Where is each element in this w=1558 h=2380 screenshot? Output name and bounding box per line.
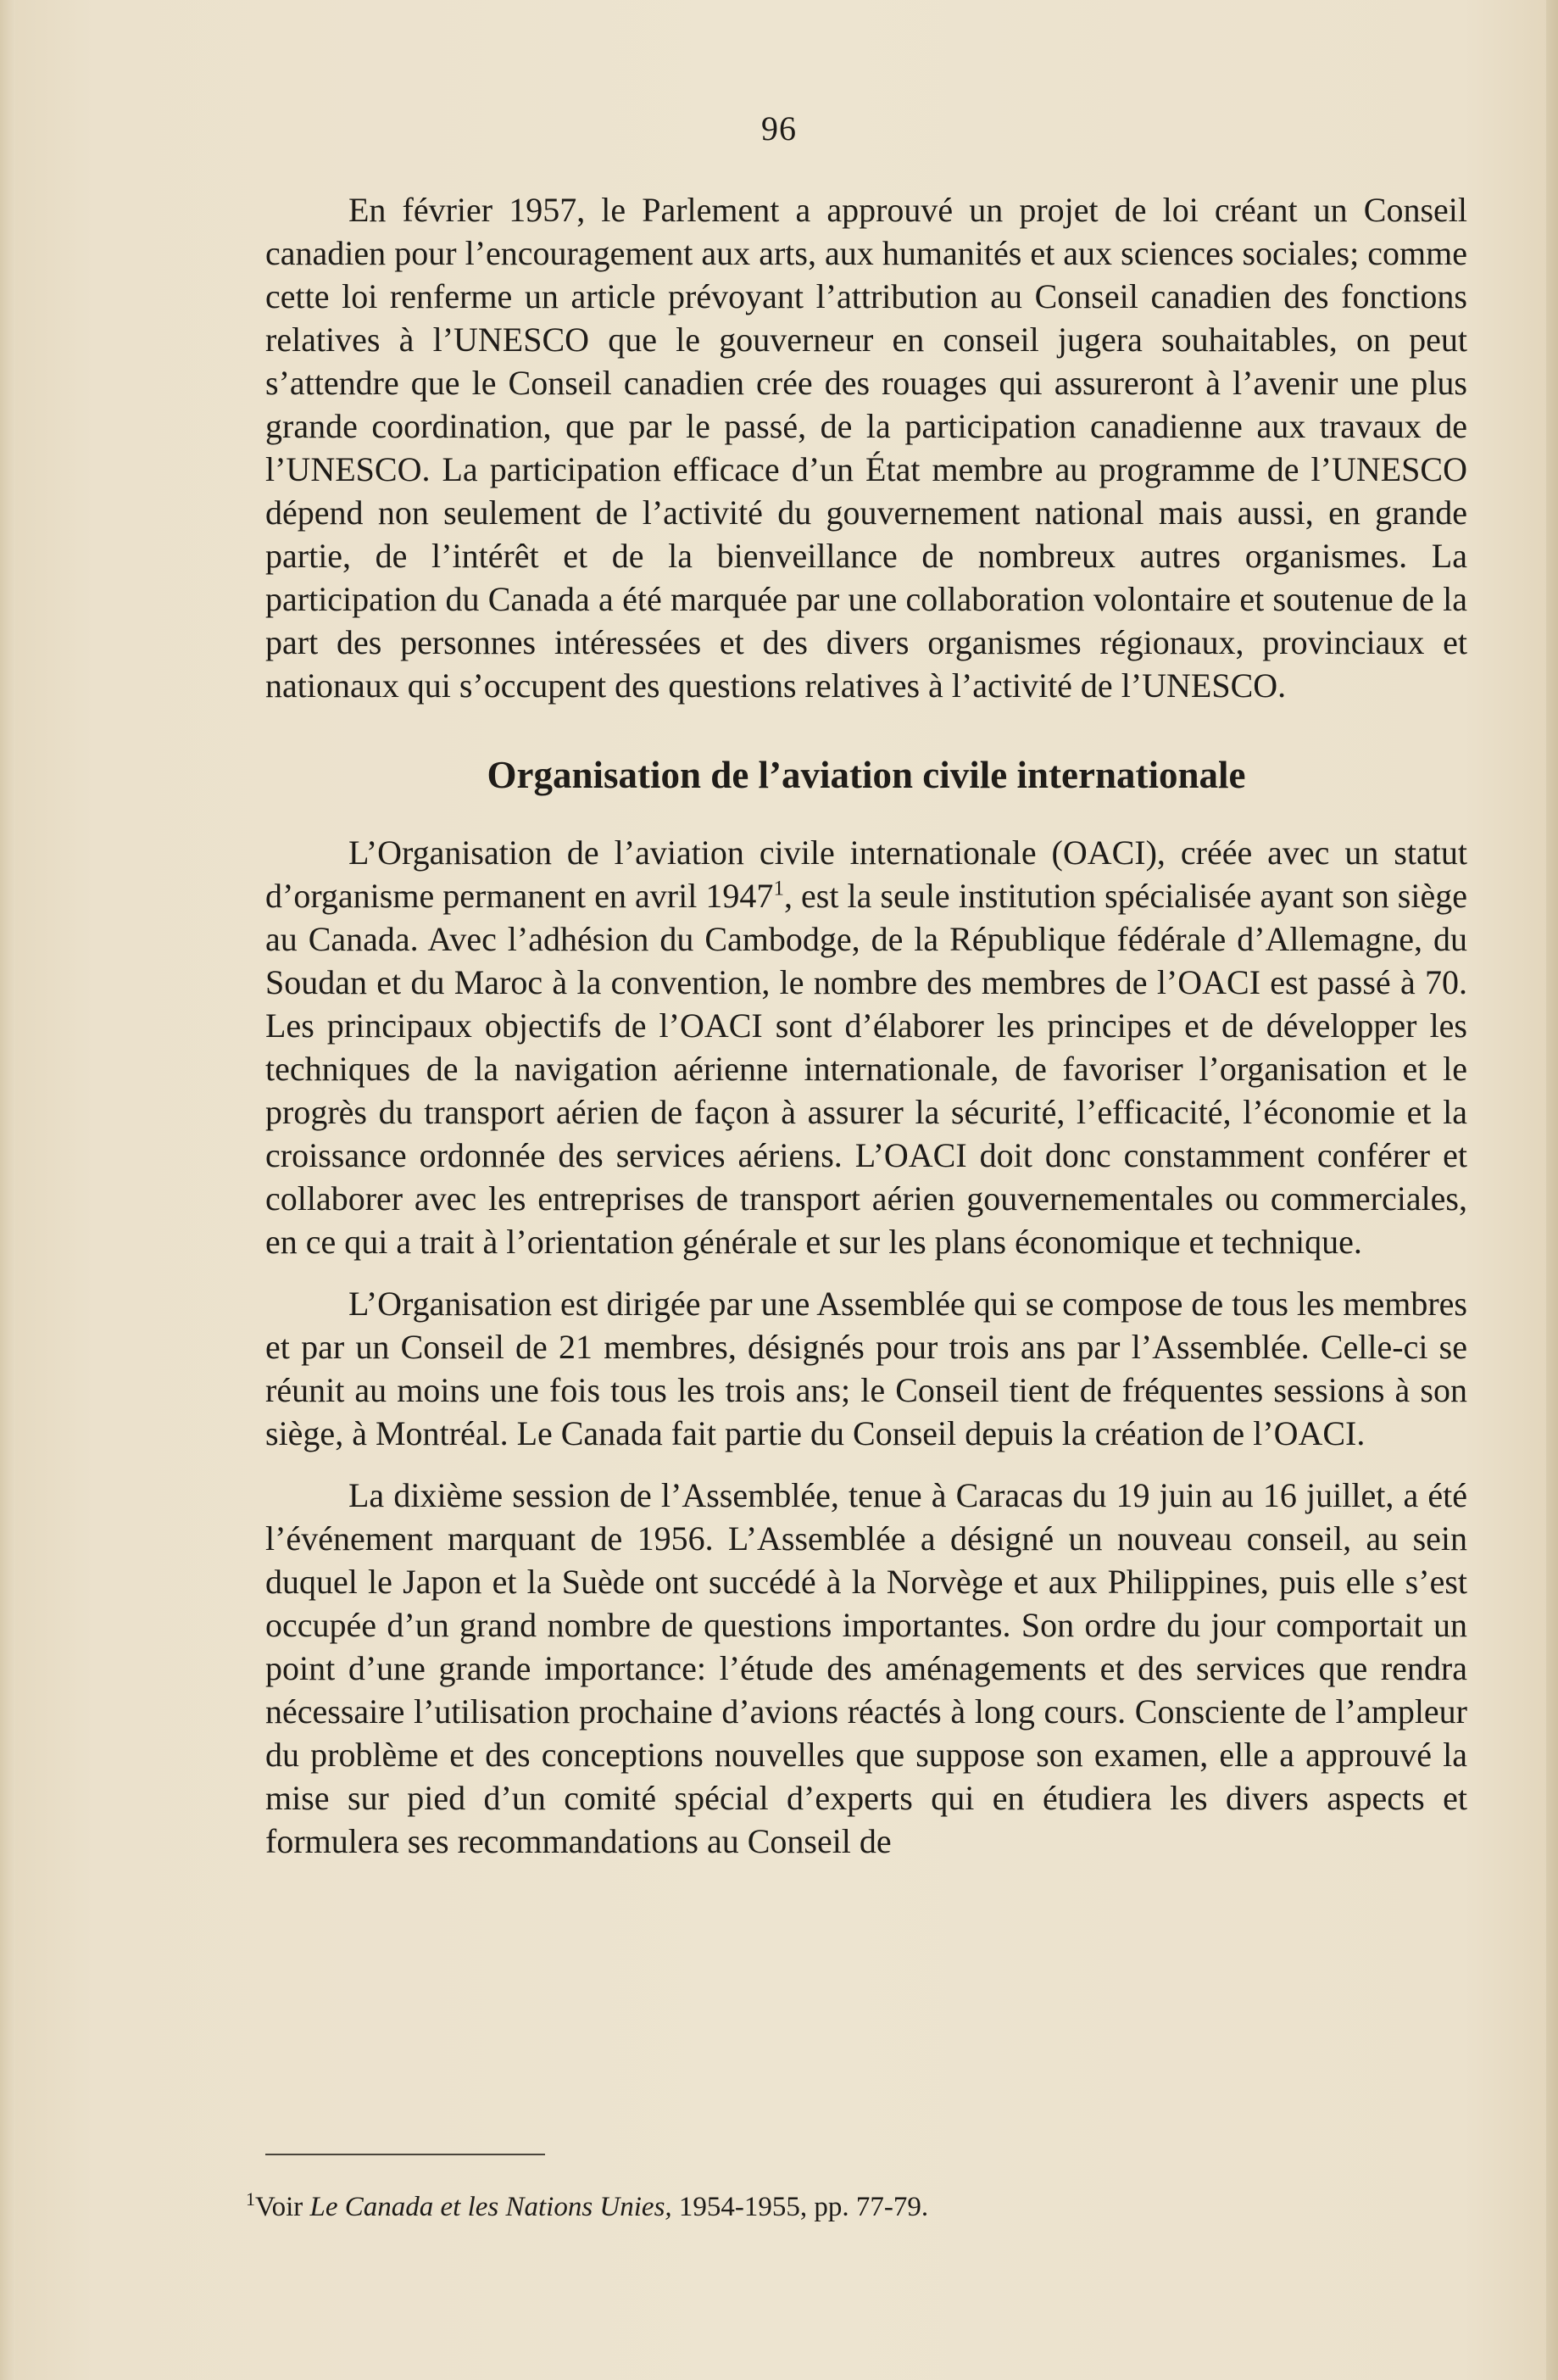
page-right-edge bbox=[1546, 0, 1558, 2380]
page-left-edge bbox=[0, 0, 15, 2380]
footnote bbox=[246, 2190, 1466, 2224]
paragraph-oaci-intro-start: L’Organisation de l’aviation civile internationale (OACI), créée avec un statut d’organisme permanent en avril 1947 bbox=[265, 833, 1467, 915]
page-content bbox=[265, 188, 1467, 1863]
paragraph-unesco: En février 1957, le Parlement a approuvé un projet de loi créant un Conseil canadien pour l’encouragement aux arts, aux humanités et aux sciences sociales; comme cette loi renferme un article prévoyant l’attribution au Conseil canadien des fonctions relatives à l’UNESCO que le gouverneur en conseil jugera souhaitables, on peut s’attendre que le Conseil canadien crée des rouages qui assureront à l’avenir une plus grande coordination, que par le passé, de la participation canadienne aux travaux de l’UNESCO. La participation efficace d’un État membre au programme de l’UNESCO dépend non seulement de l’activité du gouvernement national mais aussi, en grande partie, de l’intérêt et de la bienveillance de nombreux autres organismes. La participation du Canada a été marquée par une collaboration volontaire et soutenue de la part des personnes intéressées et des divers organismes régionaux, provinciaux et nationaux qui s’occupent des questions relatives à l’activité de l’UNESCO. bbox=[265, 191, 1467, 705]
footnote-suffix: 1954-1955, pp. 77-79. bbox=[678, 2192, 929, 2222]
footnote-title: Le Canada et les Nations Unies, bbox=[309, 2192, 672, 2222]
paragraph-oaci-structure: L’Organisation est dirigée par une Assemblée qui se compose de tous les membres et par un Conseil de 21 membres, désignés pour trois ans par l’Assemblée. Celle-ci se réunit au moins une fois tous les trois ans; le Conseil tient de fréquentes sessions à son siège, à Montréal. Le Canada fait partie du Conseil depuis la création de l’OACI. bbox=[265, 1285, 1467, 1452]
page-number: 96 bbox=[761, 109, 797, 148]
footnote-prefix: Voir bbox=[255, 2192, 303, 2222]
paragraph-tenth-session: La dixième session de l’Assemblée, tenue à Caracas du 19 juin au 16 juillet, a été l’événement marquant de 1956. L’Assemblée a désigné un nouveau conseil, au sein duquel le Japon et la Suède ont succédé à la Norvège et aux Philippines, puis elle s’est occupée d’un grand nombre de questions importantes. Son ordre du jour comportait un point d’une grande importance: l’étude des aménagements et des services que rendra nécessaire l’utilisation prochaine d’avions réactés à long cours. Consciente de l’ampleur du problème et des conceptions nouvelles que suppose son examen, elle a approuvé la mise sur pied d’un comité spécial d’experts qui en étudiera les divers aspects et formulera ses recommandations au Conseil de bbox=[265, 1476, 1467, 1860]
paragraph-oaci-intro bbox=[265, 831, 1467, 1263]
section-heading: Organisation de l’aviation civile internationale bbox=[487, 754, 1246, 796]
footnote-reference[interactable]: 1 bbox=[773, 877, 784, 900]
footnote-mark: 1 bbox=[246, 2188, 255, 2210]
paragraph-oaci-intro-rest: , est la seule institution spécialisée ayant son siège au Canada. Avec l’adhésion du Cambodge, de la République fédérale d’Allemagne, du Soudan et du Maroc à la convention, le nombre des membres de l’OACI est passé à 70. Les principaux objectifs de l’OACI sont d’élaborer les principes et de développer les techniques de la navigation aérienne internationale, de favoriser l’organisation et le progrès du transport aérien de façon à assurer la sécurité, l’efficacité, l’économie et la croissance ordonnée des services aériens. L’OACI doit donc constamment conférer et collaborer avec les entreprises de transport aérien gouvernementales ou commerciales, en ce qui a trait à l’orientation générale et sur les plans économique et technique. bbox=[265, 877, 1467, 1261]
footnote-divider bbox=[265, 2154, 545, 2155]
